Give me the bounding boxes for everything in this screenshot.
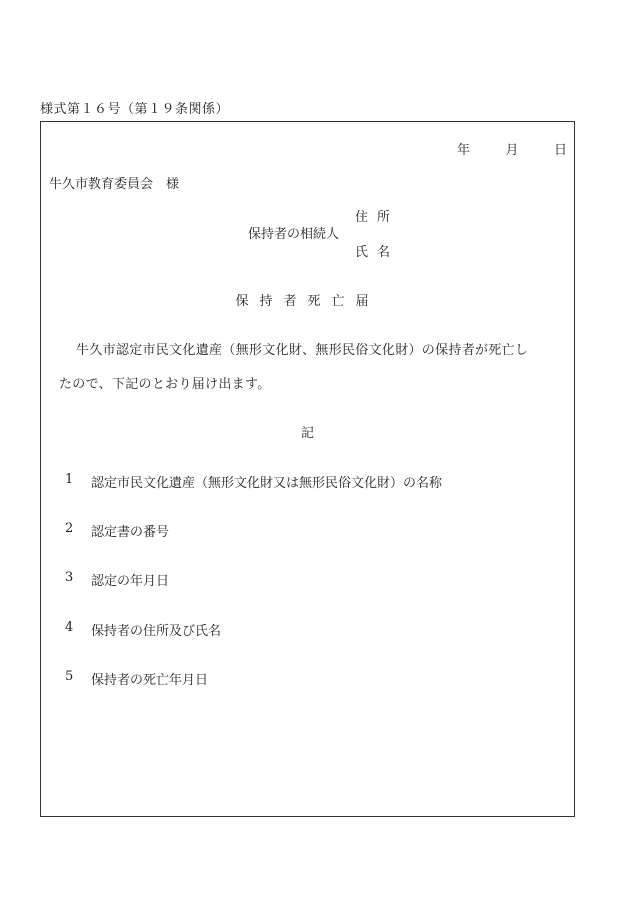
list-item	[65, 669, 208, 688]
item-text: 保持者の死亡年月日	[91, 673, 209, 688]
item-number: 5	[65, 669, 74, 684]
document-title: 保持者死亡届	[235, 294, 380, 309]
form-number-label: 様式第１６号（第１９条関係）	[40, 102, 230, 117]
heir-label: 保持者の相続人	[248, 227, 340, 242]
item-text: 認定の年月日	[91, 574, 170, 589]
list-item	[65, 472, 442, 491]
list-item	[65, 570, 169, 589]
item-number: 2	[65, 521, 74, 536]
list-item	[65, 521, 169, 540]
ki-heading: 記	[300, 426, 314, 441]
date-row	[457, 139, 567, 158]
item-number: 1	[65, 472, 74, 487]
item-text: 保持者の住所及び氏名	[91, 624, 222, 639]
date-month-label: 月	[505, 143, 519, 158]
item-number: 3	[65, 570, 74, 585]
name-label: 氏名	[355, 245, 400, 260]
item-number: 4	[65, 620, 74, 635]
date-year-label: 年	[457, 143, 471, 158]
address-label: 住所	[355, 210, 400, 225]
body-text-line-1: 牛久市認定市民文化遺産（無形文化財、無形民俗文化財）の保持者が死亡し	[76, 343, 529, 358]
item-text: 認定市民文化遺産（無形文化財又は無形民俗文化財）の名称	[91, 476, 443, 491]
recipient: 牛久市教育委員会 様	[49, 177, 180, 192]
date-day-label: 日	[553, 143, 567, 158]
list-item	[65, 620, 221, 639]
item-text: 認定書の番号	[91, 525, 170, 540]
document-frame	[40, 121, 575, 817]
body-text-line-2: たので、下記のとおり届け出ます。	[59, 377, 271, 392]
